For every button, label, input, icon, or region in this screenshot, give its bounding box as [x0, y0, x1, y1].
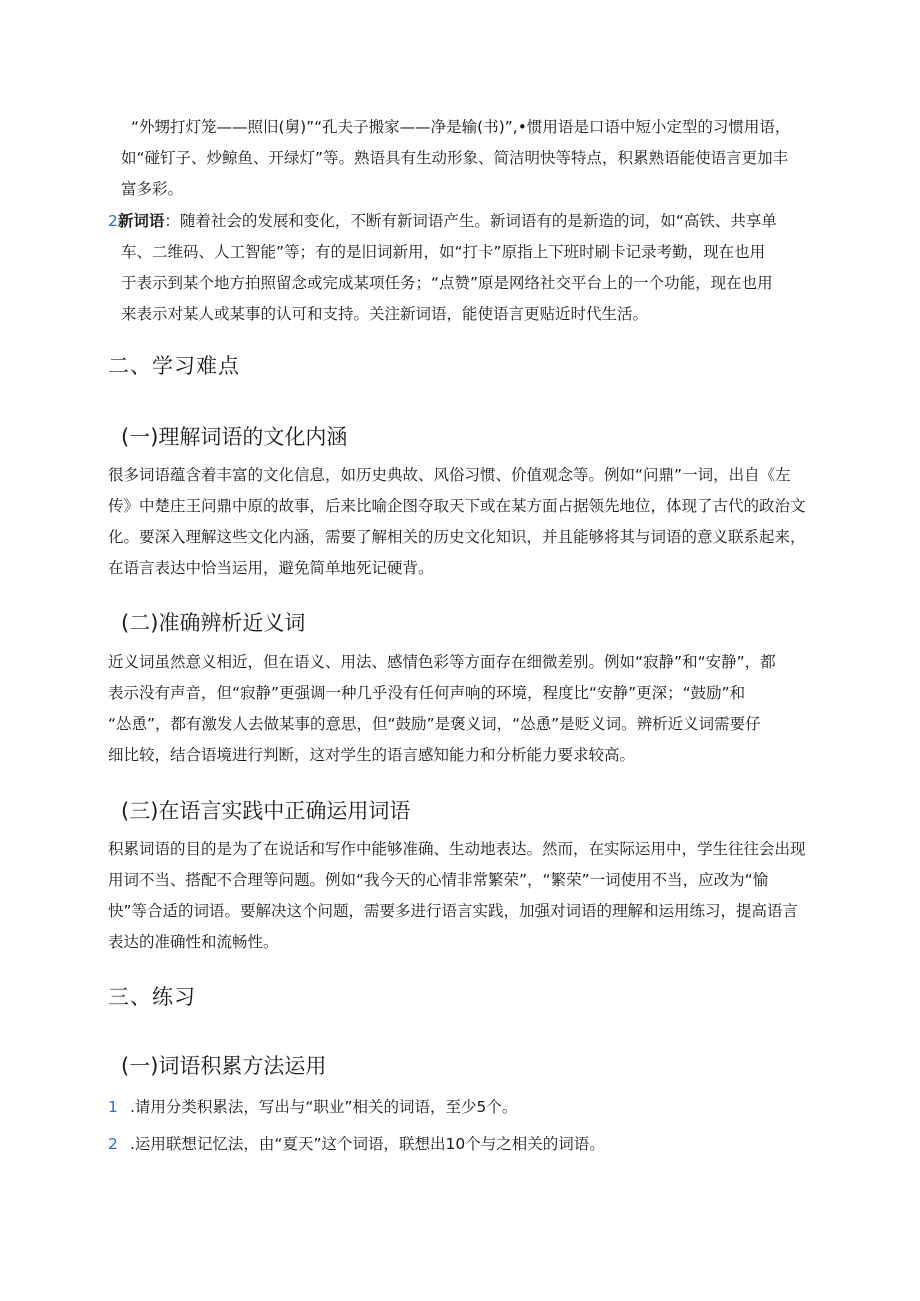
exercise-text: .请用分类积累法，写出与“职业”相关的词语，至少5个。 — [130, 1098, 518, 1116]
section-heading-exercises: 三、练习 — [108, 985, 196, 1009]
exercise-number: 2 — [108, 1135, 118, 1153]
exercise-item-1 — [108, 1095, 517, 1119]
paragraph-line: 很多词语蕴含着丰富的文化信息，如历史典故、风俗习惯、价值观念等。例如“问鼎”一词，出自《左 — [108, 466, 791, 484]
paragraph-line: 传》中楚庄王问鼎中原的故事，后来比喻企图夺取天下或在某方面占据领先地位，体现了古代的政治文 — [108, 497, 806, 515]
paragraph-line: 用词不当、搭配不合理等问题。例如“我今天的心情非常繁荣”，“繁荣”一词使用不当，应改为“愉 — [108, 871, 769, 889]
intro-line-3: 富多彩。 — [121, 180, 184, 198]
exercise-text: .运用联想记忆法，由“夏天”这个词语，联想出10个与之相关的词语。 — [130, 1135, 605, 1153]
item-number: 2 — [108, 212, 118, 230]
paragraph-line: 在语言表达中恰当运用，避免简单地死记硬背。 — [108, 559, 434, 577]
paragraph-line: 快”等合适的词语。要解决这个问题，需要多进行语言实践，加强对词语的理解和运用练习，提高语言 — [108, 902, 799, 920]
exercise-number: 1 — [108, 1098, 118, 1116]
paragraph-line: “怂恿”，都有激发人去做某事的意思，但“鼓励”是褒义词，“怂恿”是贬义词。辨析近义词需要仔 — [108, 715, 761, 733]
item2-line-1: ：随着社会的发展和变化，不断有新词语产生。新词语有的是新造的词，如“高铁、共享单 — [164, 212, 777, 230]
intro-paragraph — [121, 112, 811, 205]
section-heading-difficulties: 二、学习难点 — [108, 354, 240, 378]
intro-line-2: 如“碰钉子、炒鲸鱼、开绿灯”等。熟语具有生动形象、简洁明快等特点，积累熟语能使语言更加丰 — [121, 149, 789, 167]
item2-line-3: 于表示到某个地方拍照留念或完成某项任务；“点赞”原是网络社交平台上的一个功能，现在也用 — [121, 274, 773, 292]
paragraph-line: 表示没有声音，但“寂静”更强调一种几乎没有任何声响的环境，程度比“安静”更深；“鼓励”和 — [108, 684, 746, 702]
subheading-practice-usage: (三)在语言实践中正确运用词语 — [121, 799, 411, 823]
subheading-cultural: (一)理解词语的文化内涵 — [121, 425, 348, 449]
new-words-item — [108, 206, 811, 330]
paragraph-line: 细比较，结合语境进行判断，这对学生的语言感知能力和分析能力要求较高。 — [108, 746, 636, 764]
paragraph-line: 化。要深入理解这些文化内涵，需要了解相关的历史文化知识，并且能够将其与词语的意义联系起来， — [108, 528, 806, 546]
subheading-synonyms: (二)准确辨析近义词 — [121, 611, 306, 635]
exercise-item-2 — [108, 1132, 605, 1156]
paragraph-practice-usage — [108, 834, 811, 958]
paragraph-line: 表达的准确性和流畅性。 — [108, 933, 279, 951]
paragraph-line: 近义词虽然意义相近，但在语义、用法、感情色彩等方面存在细微差别。例如“寂静”和“安静”，都 — [108, 653, 776, 671]
intro-line-1: “外甥打灯笼——照旧(舅)”“孔夫子搬家——净是输(书)”,•惯用语是口语中短小定型的习惯用语， — [131, 118, 791, 136]
paragraph-cultural — [108, 460, 811, 584]
term-new-words: 新词语 — [117, 212, 165, 230]
item2-line-2: 车、二维码、人工智能”等；有的是旧词新用，如“打卡”原指上下班时刷卡记录考勤，现在也用 — [121, 243, 766, 261]
paragraph-line: 积累词语的目的是为了在说话和写作中能够准确、生动地表达。然而，在实际运用中，学生往往会出现 — [108, 840, 806, 858]
paragraph-synonyms — [108, 647, 811, 771]
subheading-methods: (一)词语积累方法运用 — [121, 1054, 327, 1078]
item2-line-4: 来表示对某人或某事的认可和支持。关注新词语，能使语言更贴近时代生活。 — [121, 305, 649, 323]
